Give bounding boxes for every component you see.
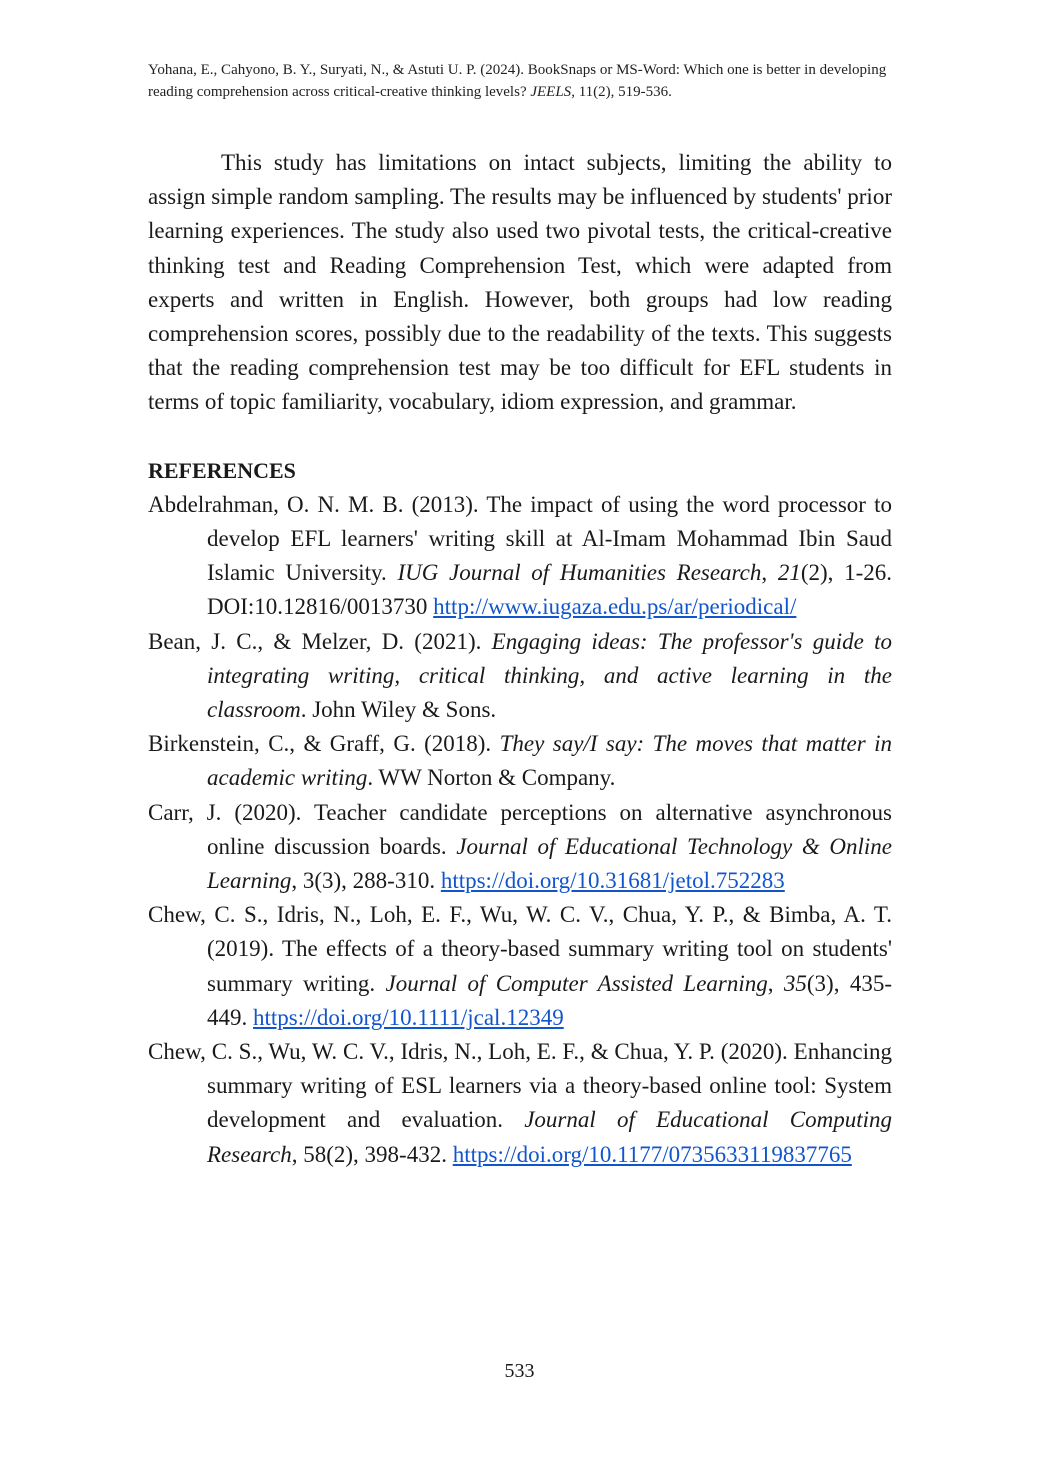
reference-link[interactable]: https://doi.org/10.1177/0735633119837765 xyxy=(452,1141,852,1167)
page-body xyxy=(148,146,892,1172)
page-number: 533 xyxy=(504,1360,535,1382)
reference-text: Chew, C. S., Idris, N., Loh, E. F., Wu, W. C. V., Chua, Y. P., & Bimba, A. T. (2019). The effects of a theory-based summary writing tool on students' summary writing. xyxy=(148,902,892,996)
reference-entry xyxy=(148,488,892,625)
reference-title-italic: They say/I say: The moves that matter in academic writing xyxy=(207,731,892,791)
reference-title-italic: 35 xyxy=(783,970,807,996)
reference-text: Bean, J. C., & Melzer, D. (2021). xyxy=(148,628,492,654)
reference-text: . John Wiley & Sons. xyxy=(300,697,497,723)
reference-text: Chew, C. S., Wu, W. C. V., Idris, N., Loh, E. F., & Chua, Y. P. (2020). Enhancing summary writing of ESL learners via a theory-based online tool: System development and evaluation. xyxy=(148,1039,892,1133)
reference-text: Carr, J. (2020). Teacher candidate perceptions on alternative asynchronous online discussion boards. xyxy=(148,799,892,859)
reference-text: , 3(3), 288-310. xyxy=(291,868,441,894)
references-heading: REFERENCES xyxy=(148,457,296,483)
reference-entry xyxy=(148,1035,892,1172)
reference-text: Birkenstein, C., & Graff, G. (2018). xyxy=(148,731,500,757)
reference-text: . WW Norton & Company. xyxy=(367,765,616,791)
header-citation: Yohana, E., Cahyono, B. Y., Suryati, N., & Astuti U. P. (2024). BookSnaps or MS-Word: Which one is better in developing reading comprehension across critical-creative thinking levels? xyxy=(148,62,887,100)
reference-text: , xyxy=(761,560,778,586)
reference-text: , xyxy=(767,970,784,996)
reference-title-italic: Journal of Educational Technology & Online Learning xyxy=(207,833,892,894)
running-header xyxy=(148,60,888,103)
reference-link[interactable]: http://www.iugaza.edu.ps/ar/periodical/ xyxy=(433,594,797,620)
header-journal: JEELS xyxy=(530,83,572,100)
reference-title-italic: Journal of Computer Assisted Learning xyxy=(385,970,768,996)
reference-entry xyxy=(148,727,892,795)
reference-text: , 58(2), 398-432. xyxy=(291,1141,453,1167)
header-citation-suffix: , 11(2), 519-536. xyxy=(571,83,672,100)
reference-title-italic: Journal of Educational Computing Research xyxy=(207,1107,892,1167)
reference-link[interactable]: https://doi.org/10.31681/jetol.752283 xyxy=(440,868,785,894)
reference-text: Abdelrahman, O. N. M. B. (2013). The impact of using the word processor to develop EFL learners' writing skill at Al-Imam Mohammad Ibin Saud Islamic University. xyxy=(148,491,892,586)
reference-text: (2), 1-26. DOI:10.12816/0013730 xyxy=(207,560,893,620)
reference-list xyxy=(148,488,892,1172)
reference-title-italic: Engaging ideas: The professor's guide to integrating writing, critical thinking, and active learning in the classroom xyxy=(207,628,892,723)
reference-title-italic: 21 xyxy=(777,560,801,586)
reference-entry xyxy=(148,625,892,728)
reference-entry xyxy=(148,898,892,1035)
reference-title-italic: IUG Journal of Humanities Research xyxy=(397,560,762,586)
reference-link[interactable]: https://doi.org/10.1111/jcal.12349 xyxy=(253,1004,564,1030)
limitations-paragraph: This study has limitations on intact subjects, limiting the ability to assign simple random sampling. The results may be influenced by students' prior learning experiences. The study also used two pivotal tests, the critical-creative thinking test and Reading Comprehension Test, which were adapted from experts and written in English. However, both groups had low reading comprehension scores, possibly due to the readability of the texts. This suggests that the reading comprehension test may be too difficult for EFL students in terms of topic familiarity, vocabulary, idiom expression, and grammar. xyxy=(148,150,892,415)
reference-entry xyxy=(148,796,892,899)
reference-text: (3), 435-449. xyxy=(207,970,892,1030)
